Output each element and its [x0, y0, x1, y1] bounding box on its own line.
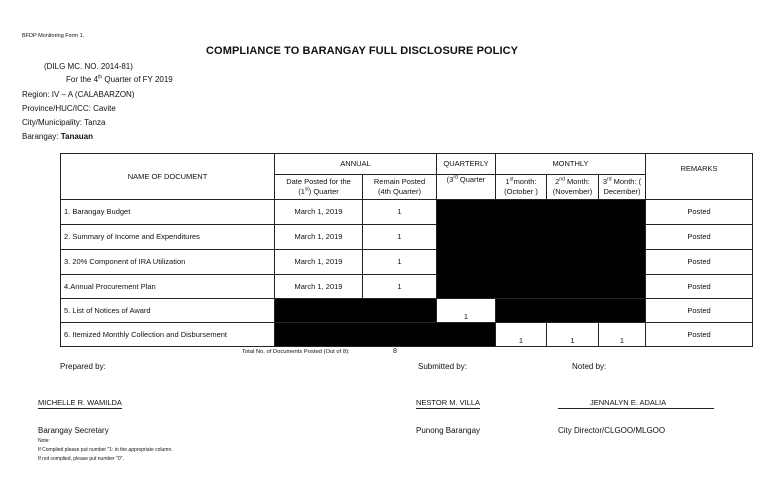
table-row [61, 225, 753, 250]
document-name: 4.Annual Procurement Plan [61, 275, 275, 299]
remarks-cell: Posted [646, 200, 753, 225]
subheader-month-2: 2nd Month: (November) [547, 175, 599, 200]
month-2-cell: 1 [547, 323, 599, 347]
note-line-2: If not complied, please put number "0". [38, 456, 124, 462]
quarterly-cell: 1 [437, 299, 496, 323]
subheader-month-3: 3rd Month: ( December) [599, 175, 646, 200]
date-posted-cell: March 1, 2019 [275, 275, 363, 299]
month-1-cell: 1 [496, 323, 547, 347]
remarks-cell: Posted [646, 299, 753, 323]
header-quarterly: QUARTERLY [437, 154, 496, 175]
date-posted-cell: March 1, 2019 [275, 225, 363, 250]
redacted-block [275, 323, 496, 347]
document-name: 2. Summary of Income and Expenditures [61, 225, 275, 250]
barangay-field: Barangay: Tanauan [22, 132, 94, 141]
table-row [61, 200, 753, 225]
note-label: Note: [38, 438, 50, 444]
subheader-month-1: 1stmonth: (October ) [496, 175, 547, 200]
subheader-third-quarter: (3rd Quarter [437, 175, 496, 200]
circular-reference: (DILG MC. NO. 2014-81) [44, 62, 133, 71]
submitted-by-name: NESTOR M. VILLA [416, 398, 481, 407]
submitted-by-label: Submitted by: [418, 362, 467, 371]
region-field: Region: IV – A (CALABARZON) [22, 90, 135, 99]
note-line-1: If Complied please put number "1: in the appropriate column. [38, 447, 173, 453]
header-remarks: REMARKS [646, 154, 753, 200]
header-annual: ANNUAL [275, 154, 437, 175]
reporting-period: For the 4th Quarter of FY 2019 [66, 74, 173, 84]
date-posted-cell: March 1, 2019 [275, 250, 363, 275]
document-name: 1. Barangay Budget [61, 200, 275, 225]
subheader-remain-posted: Remain Posted (4th Quarter) [363, 175, 437, 200]
form-id: BFDP Monitoring Form 1. [22, 33, 85, 39]
header-name-of-document: NAME OF DOCUMENT [61, 154, 275, 200]
redacted-block [275, 299, 437, 323]
city-field: City/Municipality: Tanza [22, 118, 106, 127]
compliance-table [60, 153, 753, 347]
table-row [61, 323, 753, 347]
noted-by-role: City Director/CLGOO/MLGOO [558, 426, 666, 435]
remain-posted-cell: 1 [363, 200, 437, 225]
remarks-cell: Posted [646, 323, 753, 347]
remarks-cell: Posted [646, 275, 753, 299]
date-posted-cell: March 1, 2019 [275, 200, 363, 225]
redacted-block [496, 299, 646, 323]
month-3-cell: 1 [599, 323, 646, 347]
total-documents-value: 8 [393, 348, 397, 355]
remarks-cell: Posted [646, 225, 753, 250]
document-name: 5. List of Notices of Award [61, 299, 275, 323]
redacted-block [437, 200, 646, 299]
document-name: 3. 20% Component of IRA Utilization [61, 250, 275, 275]
total-documents-label: Total No. of Documents Posted (Out of 8): [242, 349, 350, 355]
remarks-cell: Posted [646, 250, 753, 275]
remain-posted-cell: 1 [363, 250, 437, 275]
subheader-date-posted: Date Posted for the (1st) Quarter [275, 175, 363, 200]
page-title: COMPLIANCE TO BARANGAY FULL DISCLOSURE POLICY [206, 45, 519, 57]
table-row [61, 250, 753, 275]
table-row [61, 299, 753, 323]
header-monthly: MONTHLY [496, 154, 646, 175]
prepared-by-role: Barangay Secretary [38, 426, 109, 435]
prepared-by-name: MICHELLE R. WAMILDA [38, 398, 122, 407]
table-row [61, 275, 753, 299]
prepared-by-label: Prepared by: [60, 362, 106, 371]
province-field: Province/HUC/ICC: Cavite [22, 104, 116, 113]
submitted-by-role: Punong Barangay [416, 426, 481, 435]
remain-posted-cell: 1 [363, 225, 437, 250]
remain-posted-cell: 1 [363, 275, 437, 299]
noted-by-label: Noted by: [572, 362, 607, 371]
noted-by-name: JENNALYN E. ADALIA [558, 398, 714, 409]
document-name: 6. Itemized Monthly Collection and Disbursement [61, 323, 275, 347]
